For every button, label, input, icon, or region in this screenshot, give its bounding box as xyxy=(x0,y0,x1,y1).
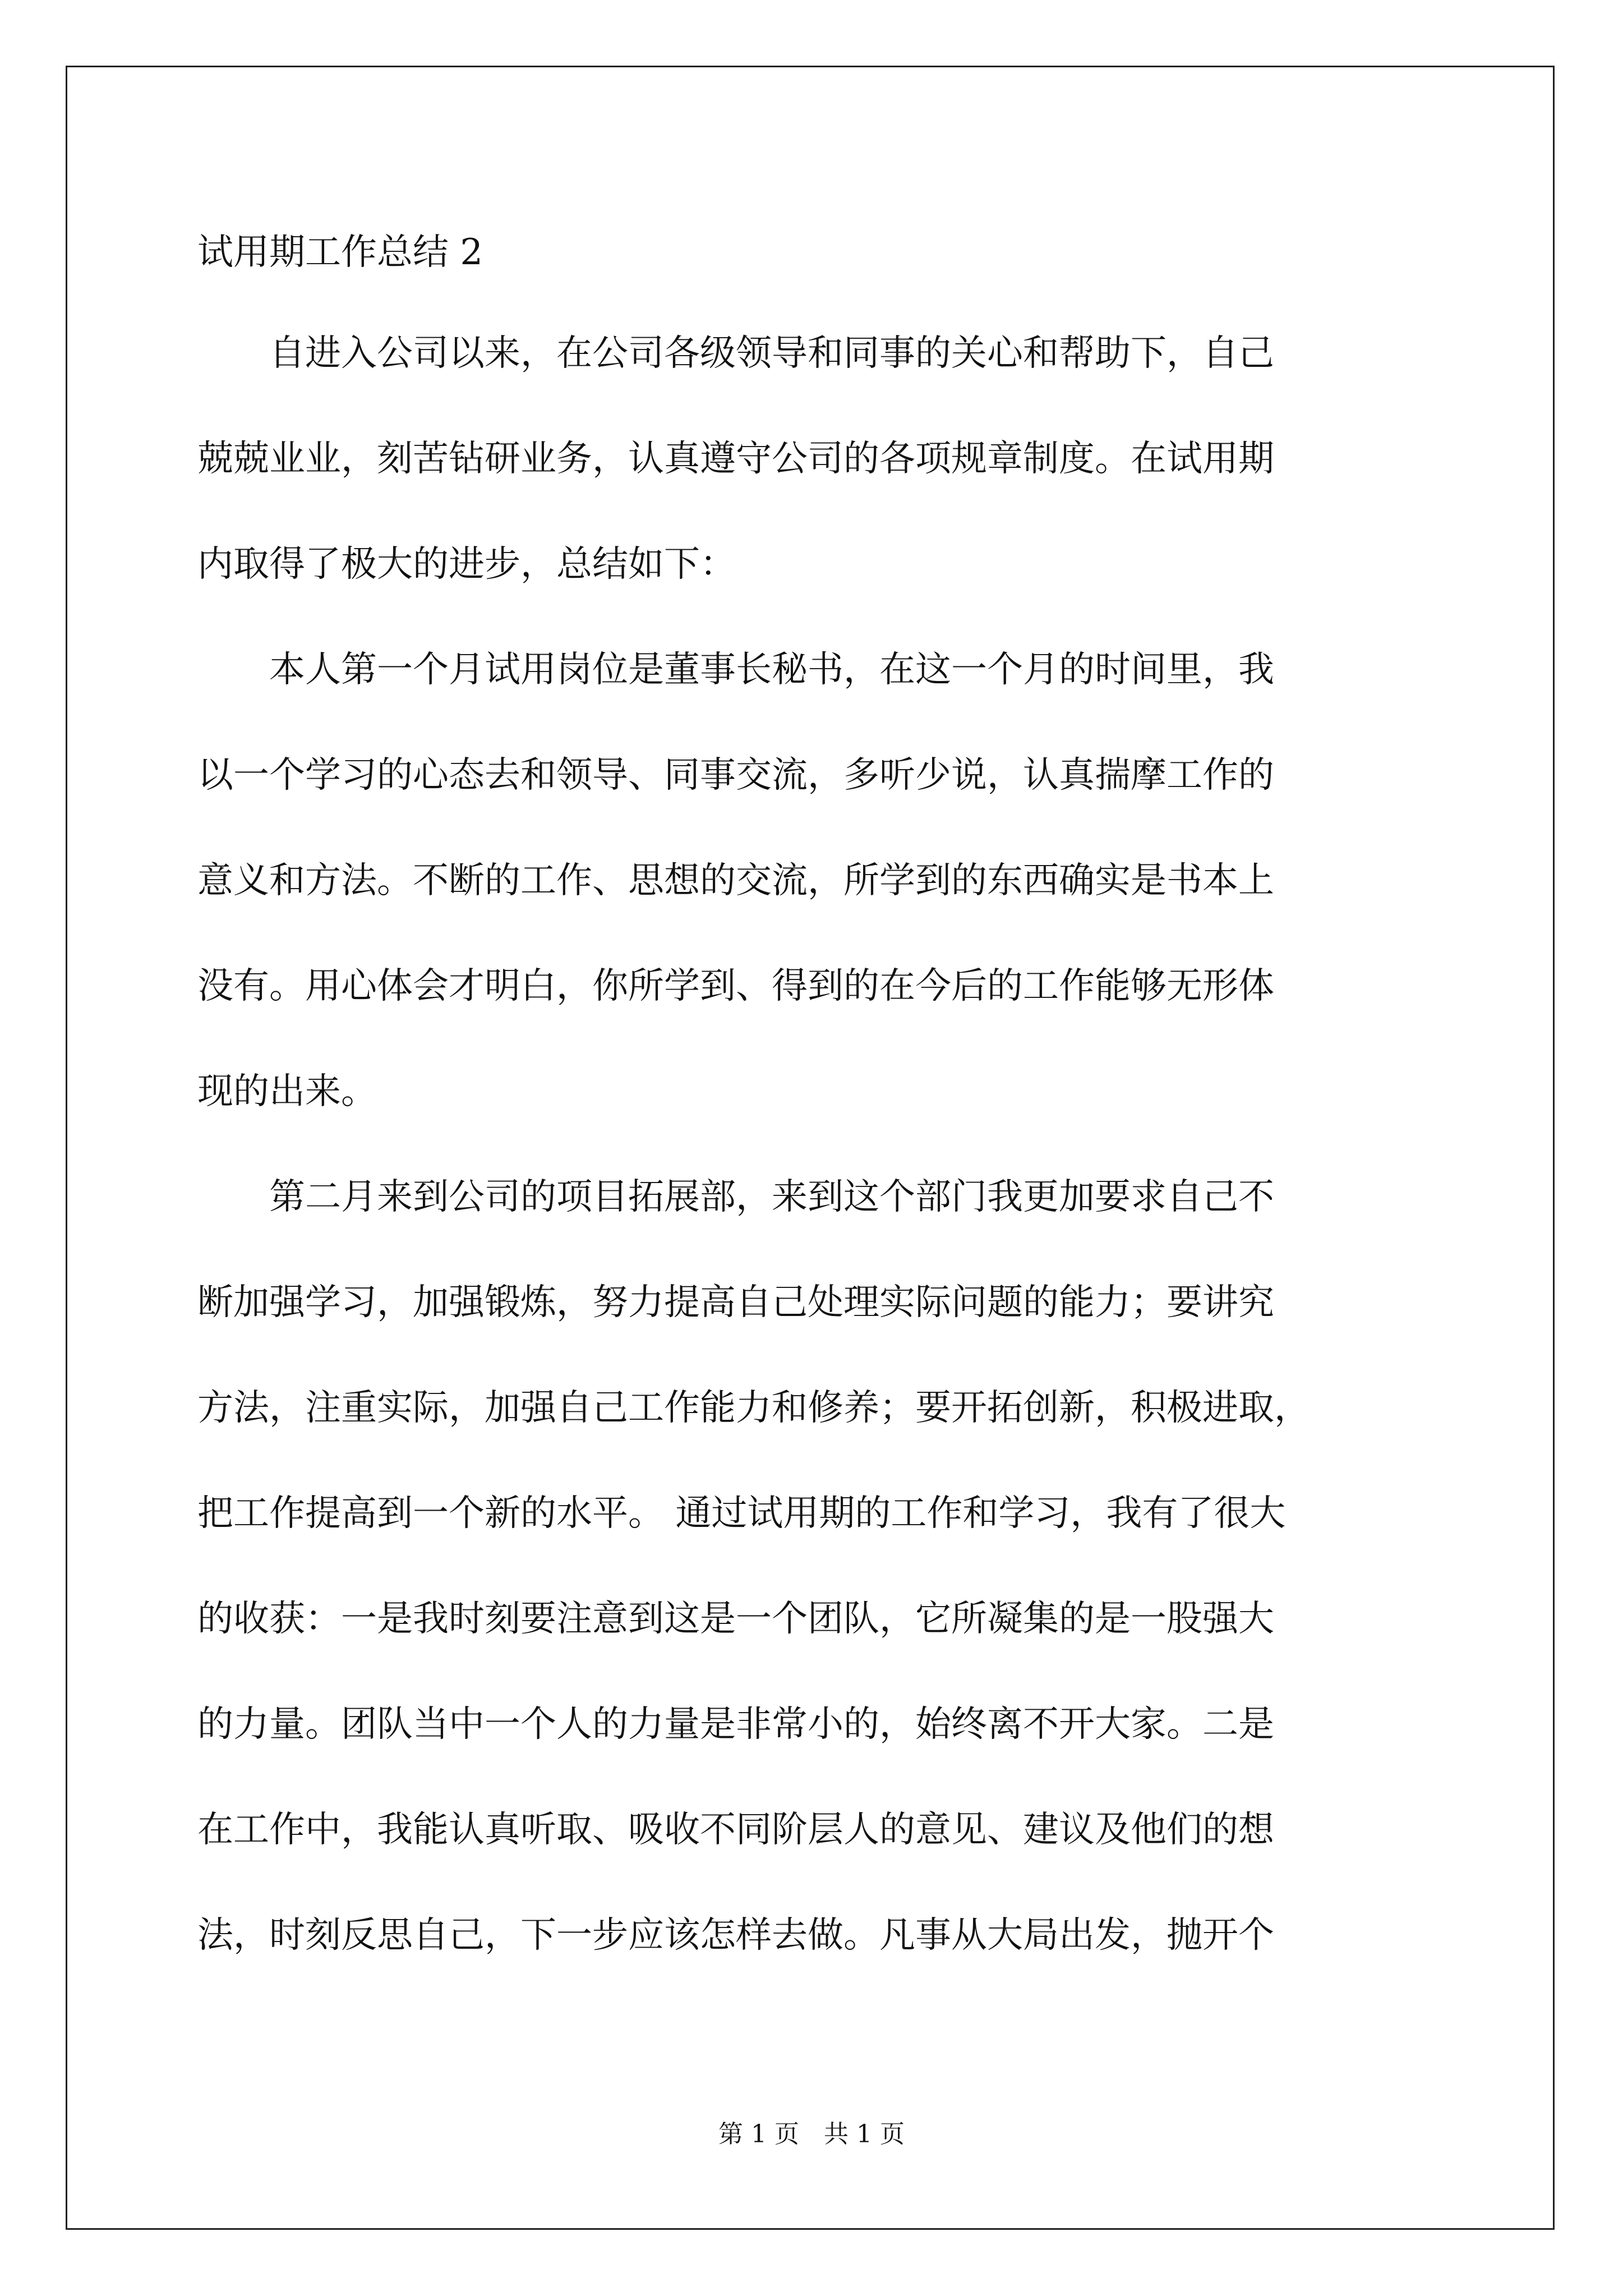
body-line-8: 现的出来。 xyxy=(197,1071,377,1112)
body-line-5: 以一个学习的心态去和领导、同事交流，多听少说，认真揣摩工作的 xyxy=(197,754,1274,796)
body-line-6: 意义和方法。不断的工作、思想的交流，所学到的东西确实是书本上 xyxy=(197,860,1274,901)
body-line-14: 的力量。团队当中一个人的力量是非常小的，始终离不开大家。二是 xyxy=(197,1704,1274,1745)
body-line-15: 在工作中，我能认真听取、吸收不同阶层人的意见、建议及他们的想 xyxy=(197,1809,1274,1851)
body-line-7: 没有。用心体会才明白，你所学到、得到的在今后的工作能够无形体 xyxy=(197,965,1274,1007)
body-line-9: 第二月来到公司的项目拓展部，来到这个部门我更加要求自己不 xyxy=(197,1176,1274,1218)
body-line-13: 的收获：一是我时刻要注意到这是一个团队，它所凝集的是一股强大 xyxy=(197,1598,1274,1640)
document-title: 试用期工作总结 2 xyxy=(197,232,483,273)
body-line-4: 本人第一个月试用岗位是董事长秘书，在这一个月的时间里，我 xyxy=(197,649,1274,691)
body-line-1: 自进入公司以来，在公司各级领导和同事的关心和帮助下，自己 xyxy=(197,333,1274,374)
body-line-16: 法，时刻反思自己，下一步应该怎样去做。凡事从大局出发，抛开个 xyxy=(197,1915,1274,1956)
page-number-footer: 第 1 页 共 1 页 xyxy=(718,2120,905,2148)
body-line-2: 兢兢业业，刻苦钻研业务，认真遵守公司的各项规章制度。在试用期 xyxy=(197,438,1274,480)
body-line-11: 方法，注重实际，加强自己工作能力和修养；要开拓创新，积极进取， xyxy=(197,1387,1310,1429)
body-line-3: 内取得了极大的进步，总结如下： xyxy=(197,544,736,585)
body-line-12: 把工作提高到一个新的水平。 通过试用期的工作和学习，我有了很大 xyxy=(197,1493,1286,1534)
body-line-10: 断加强学习，加强锻炼，努力提高自己处理实际问题的能力；要讲究 xyxy=(197,1282,1274,1323)
